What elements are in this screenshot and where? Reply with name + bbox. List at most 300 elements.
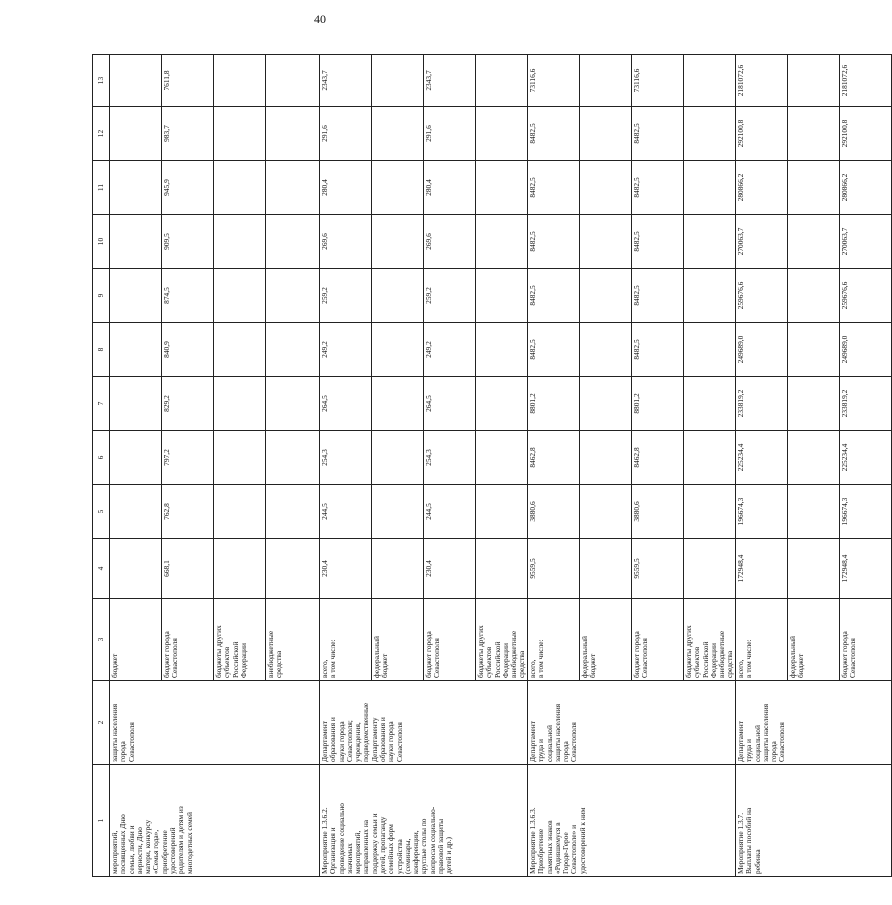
- amount-value: 259,2: [320, 269, 372, 322]
- amount-value: 230,4: [320, 539, 372, 598]
- text-line: проведение социально: [336, 803, 346, 874]
- year-amount: [736, 215, 892, 269]
- amount-value: [580, 107, 632, 160]
- funding-source: [266, 599, 317, 680]
- amount-value: 73116,6: [632, 55, 684, 106]
- amount-value: 225234,4: [840, 443, 849, 472]
- amount-value: 230,4: [424, 539, 476, 598]
- amount-value: 264,5: [424, 377, 476, 430]
- text-line: образования и: [328, 717, 338, 762]
- amount-value: [684, 485, 735, 538]
- amount-value: [788, 485, 840, 538]
- amount-value: [266, 161, 317, 214]
- text-line: города: [561, 741, 571, 762]
- amount-value: [684, 377, 735, 430]
- amount-value: [266, 215, 317, 268]
- amount-value: 2343,7: [424, 55, 476, 106]
- text-line: удостоверений к ним: [577, 807, 587, 874]
- year-amount: [320, 161, 528, 215]
- amount-value: 264,5: [320, 377, 372, 430]
- amount-value: [580, 431, 632, 484]
- amount-value: [684, 431, 735, 484]
- year-amount: [110, 323, 320, 377]
- amount-value: [684, 323, 735, 376]
- text-line: образования и: [377, 717, 387, 762]
- amount-value: 244,5: [320, 485, 372, 538]
- amount-value: [214, 269, 266, 322]
- text-line: верности, Дню: [134, 827, 144, 874]
- text-line: Организация и: [328, 827, 338, 874]
- year-amount: [320, 431, 528, 485]
- activity-name: [736, 765, 892, 877]
- column-number: 8: [93, 323, 110, 377]
- amount-value: 249,2: [320, 323, 372, 376]
- amount-value: [110, 215, 162, 268]
- responsible-executor: [110, 681, 320, 765]
- amount-value: 874,5: [162, 269, 214, 322]
- text-line: внебюджетные: [266, 630, 275, 678]
- amount-value: 2181072,6: [840, 64, 849, 97]
- year-amount: [110, 377, 320, 431]
- amount-value: [580, 539, 632, 598]
- text-line: конференции,: [411, 830, 421, 874]
- text-line: всего,: [320, 659, 329, 678]
- text-line: внебюджетные: [509, 630, 519, 678]
- text-line: бюджет: [796, 653, 806, 678]
- amount-value: 840,9: [162, 323, 214, 376]
- text-line: защиты населения: [552, 703, 562, 762]
- text-line: семьи, любви и: [126, 825, 136, 874]
- funding-sources: [320, 599, 528, 681]
- amount-value: [214, 215, 266, 268]
- text-line: Севастополя: [777, 722, 787, 762]
- text-line: Севастополя: [640, 638, 650, 678]
- text-line: Севастополя: [126, 722, 136, 762]
- text-line: труда и: [744, 739, 754, 762]
- amount-value: 3880,6: [632, 485, 684, 538]
- amount-value: 172948,4: [840, 554, 849, 583]
- amount-value: 259676,6: [736, 269, 788, 322]
- text-line: бюджет города: [162, 631, 171, 678]
- text-line: всего,: [528, 659, 537, 678]
- year-amount: [528, 215, 736, 269]
- funding-source: [320, 599, 372, 680]
- text-line: бюджет города: [424, 631, 433, 678]
- text-line: защиты населения: [110, 703, 119, 762]
- responsible-executor: [528, 681, 736, 765]
- amount-value: [372, 377, 424, 430]
- text-line: труда и: [536, 739, 546, 762]
- amount-value: [580, 269, 632, 322]
- text-line: Департаменту: [369, 717, 379, 762]
- amount-value: 244,5: [424, 485, 476, 538]
- text-line: (семинары,: [402, 838, 412, 874]
- year-amount: [736, 107, 892, 161]
- funding-source: [840, 599, 891, 680]
- funding-source: [788, 599, 840, 680]
- amount-value: 8482,5: [528, 269, 580, 322]
- column-number: 7: [93, 377, 110, 431]
- funding-source: [632, 599, 684, 680]
- amount-value: [580, 215, 632, 268]
- text-line: всего,: [736, 659, 745, 678]
- amount-value: 269,6: [424, 215, 476, 268]
- amount-value: 254,3: [424, 431, 476, 484]
- text-line: бюджет: [588, 653, 598, 678]
- amount-value: [110, 485, 162, 538]
- funding-source: [528, 599, 580, 680]
- amount-value: [580, 377, 632, 430]
- column-number: 1: [93, 765, 110, 877]
- amount-value: [476, 377, 527, 430]
- amount-value: [214, 377, 266, 430]
- year-amount: [528, 377, 736, 431]
- amount-value: 945,9: [162, 161, 214, 214]
- amount-value: [372, 323, 424, 376]
- amount-value: [476, 161, 527, 214]
- text-line: города: [118, 741, 128, 762]
- amount-value: [684, 269, 735, 322]
- text-line: в том числе:: [328, 639, 338, 678]
- text-line: мероприятий,: [353, 830, 363, 874]
- text-line: города: [769, 741, 779, 762]
- text-line: бюджеты других: [214, 625, 223, 678]
- rotated-table: [92, 55, 858, 877]
- year-amount: [110, 269, 320, 323]
- amount-value: [684, 539, 735, 598]
- text-line: субъектов: [692, 646, 702, 678]
- amount-value: [788, 539, 840, 598]
- year-amount: [320, 323, 528, 377]
- amount-value: [372, 431, 424, 484]
- year-amount: [528, 55, 736, 107]
- text-line: матери, конкурсу: [143, 819, 153, 874]
- amount-value: 172948,4: [736, 539, 788, 598]
- text-line: в том числе:: [536, 639, 546, 678]
- amount-value: 8482,5: [632, 107, 684, 160]
- amount-value: [476, 107, 527, 160]
- text-line: бюджеты других: [476, 625, 485, 678]
- amount-value: [214, 431, 266, 484]
- budget-table: [92, 54, 892, 877]
- amount-value: [788, 431, 840, 484]
- amount-value: [580, 323, 632, 376]
- text-line: федеральный: [788, 636, 797, 678]
- column-number: 3: [93, 599, 110, 681]
- amount-value: 292100,8: [840, 119, 849, 148]
- amount-value: [110, 55, 162, 106]
- text-line: федеральный: [372, 636, 381, 678]
- amount-value: 8482,5: [632, 215, 684, 268]
- text-line: Севастополя: [848, 638, 858, 678]
- amount-value: 9559,5: [528, 539, 580, 598]
- amount-value: [788, 269, 840, 322]
- amount-value: [266, 431, 317, 484]
- year-amount: [320, 485, 528, 539]
- amount-value: [372, 161, 424, 214]
- amount-value: [372, 485, 424, 538]
- text-line: субъектов: [222, 646, 232, 678]
- year-amount: [528, 539, 736, 599]
- year-amount: [736, 269, 892, 323]
- amount-value: [372, 269, 424, 322]
- text-line: ребенка: [752, 849, 762, 874]
- year-amount: [528, 269, 736, 323]
- text-line: Федерации: [238, 643, 248, 678]
- year-amount: [736, 377, 892, 431]
- text-line: Севастополя: [394, 722, 404, 762]
- column-number: 6: [93, 431, 110, 485]
- text-line: устройства: [394, 839, 404, 874]
- amount-value: [266, 485, 317, 538]
- amount-value: 280,4: [424, 161, 476, 214]
- amount-value: 280866,2: [840, 173, 849, 202]
- funding-source: [580, 599, 632, 680]
- text-line: бюджет города: [632, 631, 641, 678]
- year-amount: [110, 485, 320, 539]
- text-line: подведомственные: [361, 702, 371, 762]
- text-line: памятных знаков: [544, 820, 554, 874]
- amount-value: 291,6: [320, 107, 372, 160]
- text-line: Российской: [230, 641, 240, 678]
- text-line: внебюджетные: [717, 630, 727, 678]
- amount-value: 7611,8: [162, 55, 214, 106]
- amount-value: 797,2: [162, 431, 214, 484]
- text-line: Департамент: [320, 721, 329, 762]
- year-amount: [110, 161, 320, 215]
- text-line: Российской: [492, 641, 502, 678]
- amount-value: 8482,5: [632, 161, 684, 214]
- text-line: «Семья года»,: [151, 829, 161, 874]
- text-line: бюджеты других: [684, 625, 693, 678]
- amount-value: [266, 55, 317, 106]
- amount-value: [580, 485, 632, 538]
- text-line: Городе-Герое: [561, 832, 571, 874]
- amount-value: 909,5: [162, 215, 214, 268]
- amount-value: [788, 161, 840, 214]
- year-amount: [320, 107, 528, 161]
- text-line: мероприятий,: [110, 830, 119, 874]
- year-amount: [528, 323, 736, 377]
- text-line: учреждения,: [353, 722, 363, 762]
- text-line: защиты населения: [760, 703, 770, 762]
- amount-value: 225234,4: [736, 431, 788, 484]
- funding-source: [424, 599, 476, 680]
- amount-value: [684, 55, 735, 106]
- text-line: посвященных Дню: [118, 814, 128, 874]
- funding-source: [476, 599, 527, 680]
- funding-source: [736, 599, 788, 680]
- amount-value: [110, 107, 162, 160]
- column-number: 4: [93, 539, 110, 599]
- year-amount: [528, 107, 736, 161]
- amount-value: 233819,2: [736, 377, 788, 430]
- year-amount: [110, 215, 320, 269]
- amount-value: [372, 215, 424, 268]
- year-amount: [110, 107, 320, 161]
- year-amount: [110, 55, 320, 107]
- amount-value: 8462,8: [528, 431, 580, 484]
- amount-value: [684, 107, 735, 160]
- amount-value: 2181072,6: [736, 55, 788, 106]
- text-line: поддержку семьи и: [369, 813, 379, 874]
- column-number: 11: [93, 161, 110, 215]
- amount-value: 8482,5: [528, 323, 580, 376]
- amount-value: 196674,3: [840, 497, 849, 526]
- text-line: субъектов: [484, 646, 494, 678]
- amount-value: [266, 107, 317, 160]
- activity-name: [320, 765, 528, 877]
- amount-value: 3880,6: [528, 485, 580, 538]
- text-line: бюджет города: [840, 631, 849, 678]
- text-line: круглые столы по: [419, 818, 429, 874]
- amount-value: [580, 55, 632, 106]
- amount-value: [788, 323, 840, 376]
- table-row: [528, 55, 736, 877]
- amount-value: [788, 107, 840, 160]
- year-amount: [320, 377, 528, 431]
- year-amount: [110, 539, 320, 599]
- column-number: 2: [93, 681, 110, 765]
- year-amount: [528, 161, 736, 215]
- page-number: 40: [314, 12, 326, 26]
- amount-value: 249,2: [424, 323, 476, 376]
- text-line: средства: [274, 650, 284, 678]
- amount-value: 829,2: [162, 377, 214, 430]
- column-number: 13: [93, 55, 110, 107]
- year-amount: [736, 55, 892, 107]
- amount-value: [476, 269, 527, 322]
- amount-value: [476, 431, 527, 484]
- amount-value: 8482,5: [632, 323, 684, 376]
- amount-value: 9559,5: [632, 539, 684, 598]
- text-line: Мероприятие 1.3.6.2.: [320, 807, 329, 874]
- column-number: 12: [93, 107, 110, 161]
- funding-source: [372, 599, 424, 680]
- amount-value: 8482,5: [632, 269, 684, 322]
- amount-value: 8801,2: [528, 377, 580, 430]
- amount-value: 2343,7: [320, 55, 372, 106]
- funding-source: [110, 599, 162, 680]
- header-row: [93, 55, 110, 877]
- table-sheet: [92, 55, 858, 877]
- amount-value: [110, 323, 162, 376]
- amount-value: [110, 539, 162, 598]
- amount-value: 8482,5: [528, 107, 580, 160]
- funding-source: [214, 599, 266, 680]
- responsible-executor: [736, 681, 892, 765]
- text-line: Севастополя: [170, 638, 180, 678]
- amount-value: [684, 215, 735, 268]
- amount-value: [214, 539, 266, 598]
- text-line: средства: [725, 650, 735, 678]
- amount-value: [372, 107, 424, 160]
- text-line: Мероприятие 1.3.7.: [736, 812, 745, 874]
- year-amount: [320, 269, 528, 323]
- text-line: Севастополя: [569, 722, 579, 762]
- text-line: науки города: [336, 721, 346, 762]
- amount-value: [214, 161, 266, 214]
- amount-value: [266, 269, 317, 322]
- amount-value: [214, 323, 266, 376]
- amount-value: [214, 55, 266, 106]
- text-line: правовой защиты: [435, 818, 445, 874]
- year-amount: [736, 161, 892, 215]
- amount-value: [476, 539, 527, 598]
- year-amount: [528, 485, 736, 539]
- amount-value: 249689,0: [840, 335, 849, 364]
- text-line: Департамент: [528, 721, 537, 762]
- amount-value: 280866,2: [736, 161, 788, 214]
- funding-source: [162, 599, 214, 680]
- amount-value: [476, 215, 527, 268]
- amount-value: 291,6: [424, 107, 476, 160]
- funding-sources: [528, 599, 736, 681]
- amount-value: 254,3: [320, 431, 372, 484]
- year-amount: [320, 55, 528, 107]
- amount-value: [266, 377, 317, 430]
- column-number: 9: [93, 269, 110, 323]
- amount-value: [266, 323, 317, 376]
- amount-value: 762,8: [162, 485, 214, 538]
- amount-value: [372, 55, 424, 106]
- amount-value: 292100,8: [736, 107, 788, 160]
- amount-value: 249689,0: [736, 323, 788, 376]
- text-line: социальной: [752, 725, 762, 762]
- column-number: 5: [93, 485, 110, 539]
- text-line: средства: [517, 650, 527, 678]
- funding-sources: [736, 599, 892, 681]
- year-amount: [736, 485, 892, 539]
- funding-source: [684, 599, 735, 680]
- text-line: Выплаты пособий на: [744, 807, 754, 874]
- text-line: родителям и детям из: [176, 806, 186, 874]
- responsible-executor: [320, 681, 528, 765]
- amount-value: 233819,2: [840, 389, 849, 418]
- table-row: [110, 55, 320, 877]
- amount-value: 270063,7: [840, 227, 849, 256]
- amount-value: 270063,7: [736, 215, 788, 268]
- activity-name: [110, 765, 320, 877]
- text-line: детей и др.): [444, 837, 454, 874]
- amount-value: 8482,5: [528, 215, 580, 268]
- amount-value: [476, 323, 527, 376]
- amount-value: [110, 377, 162, 430]
- amount-value: [372, 539, 424, 598]
- amount-value: [580, 161, 632, 214]
- activity-name: [528, 765, 736, 877]
- year-amount: [320, 539, 528, 599]
- amount-value: 269,6: [320, 215, 372, 268]
- amount-value: [684, 161, 735, 214]
- text-line: Федерации: [500, 643, 510, 678]
- amount-value: 73116,6: [528, 55, 580, 106]
- amount-value: 280,4: [320, 161, 372, 214]
- amount-value: [110, 431, 162, 484]
- table-row: [320, 55, 528, 877]
- amount-value: [214, 107, 266, 160]
- table-row: [736, 55, 892, 877]
- text-line: Приобретение: [536, 828, 546, 874]
- text-line: социальной: [544, 725, 554, 762]
- year-amount: [736, 323, 892, 377]
- text-line: Севастополя;: [344, 720, 354, 762]
- year-amount: [736, 431, 892, 485]
- funding-sources: [110, 599, 320, 681]
- text-line: в том числе:: [744, 639, 754, 678]
- text-line: Мероприятие 1.3.6.3.: [528, 807, 537, 874]
- amount-value: [266, 539, 317, 598]
